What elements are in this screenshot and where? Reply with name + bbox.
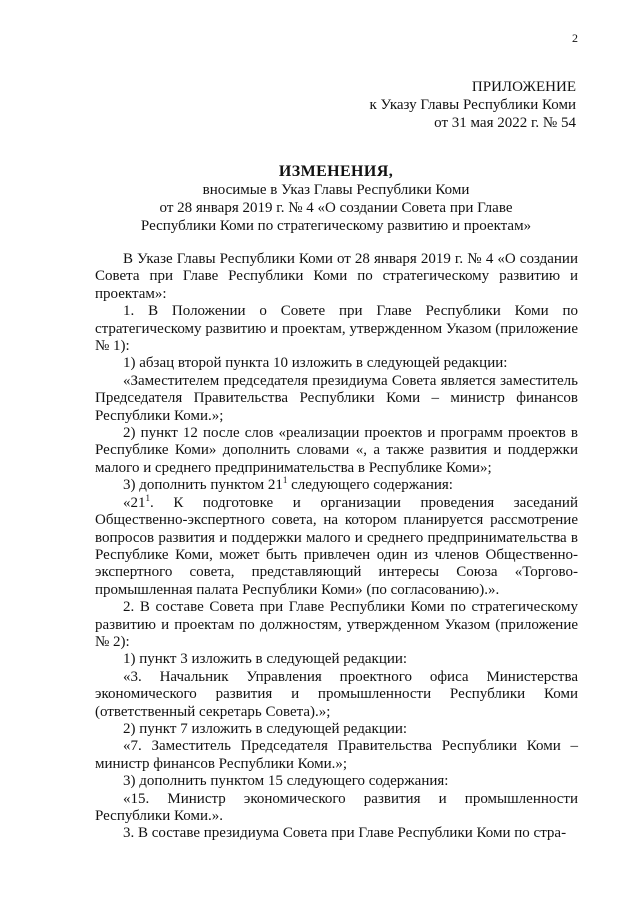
paragraph-2-3: 3) дополнить пунктом 15 следующего содержания:: [123, 773, 449, 790]
appendix-label: ПРИЛОЖЕНИЕ: [471, 79, 576, 95]
paragraph-1-3-text-end: следующего содержания:: [287, 477, 453, 494]
paragraph-2: 2. В составе Совета при Главе Республики Коми по стратегическому развитию и проектам по должностям, утвержденном Указом (приложение № 2):: [95, 599, 578, 650]
paragraph-intro: В Указе Главы Республики Коми от 28 января 2019 г. № 4 «О создании Совета при Главе Республики Коми по стратегическому развитию и проектам»:: [95, 251, 578, 302]
paragraph-1-3: [95, 477, 578, 494]
paragraph-1-3-quote-text: . К подготовке и организации проведения заседаний Общественно-экспертного совета, на котором планируется рассмотрение вопросов развития и поддержки малого и среднего предпринимательства в Республике Коми, может быть привлечен один из членов Общественно-экспертного совета, представляющий интересы Союза «Торгово-промышленная палата Республики Коми» (по согласованию).».: [95, 494, 578, 598]
paragraph-2-1: 1) пункт 3 изложить в следующей редакции:: [123, 651, 408, 668]
paragraph-1-1-quote: «Заместителем председателя президиума Совета является заместитель Председателя Правительства Республики Коми – министр финансов Республики Коми.»;: [95, 372, 578, 424]
paragraph-1-3-quote: [95, 492, 578, 599]
document-body: [95, 251, 578, 843]
paragraph-1-1: 1) абзац второй пункта 10 изложить в следующей редакции:: [123, 355, 508, 372]
document-heading: [96, 163, 576, 235]
paragraph-1: 1. В Положении о Совете при Главе Республики Коми по стратегическому развитию и проектам, утвержденном Указом (приложение № 1):: [95, 303, 578, 355]
paragraph-2-2-quote: «7. Заместитель Председателя Правительства Республики Коми – министр финансов Республики Коми.»;: [95, 738, 578, 772]
heading-title: ИЗМЕНЕНИЯ,: [278, 163, 394, 180]
paragraph-2-3-quote: «15. Министр экономического развития и промышленности Республики Коми.».: [95, 790, 578, 824]
paragraph-3: 3. В составе президиума Совета при Главе Республики Коми по стра-: [123, 825, 567, 842]
paragraph-1-3-text: 3) дополнить пунктом 21: [123, 477, 283, 494]
paragraph-2-2: 2) пункт 7 изложить в следующей редакции:: [123, 720, 408, 737]
paragraph-2-1-quote: «3. Начальник Управления проектного офиса Министерства экономического развития и промышленности Республики Коми (ответственный секретарь Совета).»;: [95, 668, 578, 720]
heading-line-1: вносимые в Указ Главы Республики Коми: [202, 182, 470, 198]
heading-line-2: от 28 января 2019 г. № 4 «О создании Совета при Главе: [159, 200, 513, 216]
paragraph-1-3-quote-start: «21: [123, 494, 146, 511]
paragraph-1-3-quote-superscript: 1: [145, 492, 150, 503]
page-number: 2: [572, 31, 578, 45]
paragraph-1-3-superscript: 1: [282, 475, 288, 486]
paragraph-1-2: 2) пункт 12 после слов «реализации проектов и программ проектов в Республике Коми» дополнить словами «, а также развития и поддержки малого и среднего предпринимательства в Республике Коми»;: [95, 425, 578, 476]
appendix-reference: к Указу Главы Республики Коми: [369, 97, 576, 113]
appendix-block: [369, 78, 576, 132]
heading-line-3: Республики Коми по стратегическому развитию и проектам»: [140, 218, 532, 234]
appendix-date: от 31 мая 2022 г. № 54: [434, 115, 576, 131]
